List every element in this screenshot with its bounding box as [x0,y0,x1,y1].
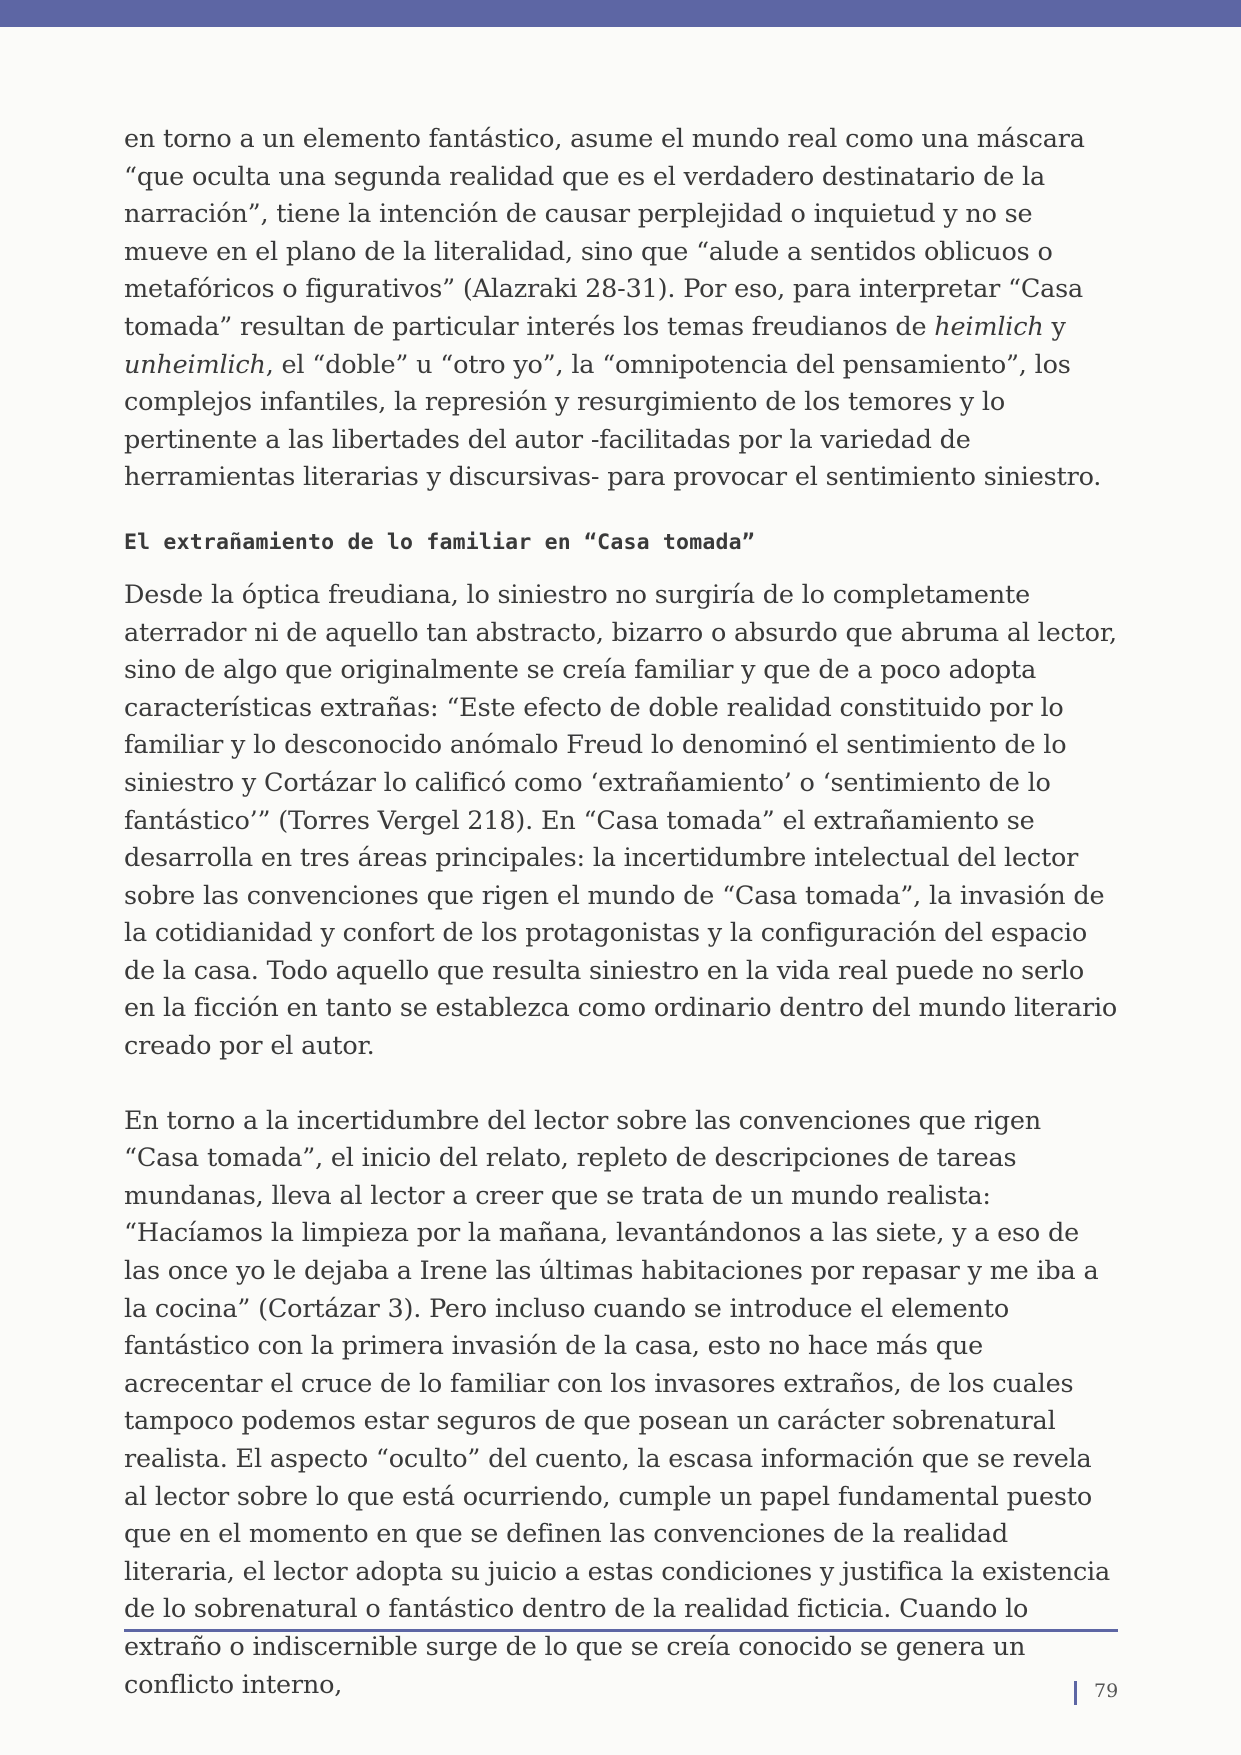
paragraph-1-text-c: , el “doble” u “otro yo”, la “omnipotencia del pensamiento”, los complejos infantiles, la represión y resurgimiento de los temores y lo pertinente a las libertades del autor -facilitadas por la variedad de herramientas literarias y discursivas- para provocar el sentimiento siniestro. [124,349,1102,493]
top-accent-bar [0,0,1241,27]
page-number: 79 [1094,1680,1119,1702]
page-body [124,121,1118,1704]
paragraph-2: Desde la óptica freudiana, lo siniestro no surgiría de lo completamente aterrador ni de aquello tan abstracto, bizarro o absurdo que abruma al lector, sino de algo que originalmente se creía familiar y que de a poco adopta características extrañas: “Este efecto de doble realidad constituido por lo familiar y lo desconocido anómalo Freud lo denominó el sentimiento de lo siniestro y Cortázar lo calificó como ‘extrañamiento’ o ‘sentimiento de lo fantástico’” (Torres Vergel 218). En “Casa tomada” el extrañamiento se desarrolla en tres áreas principales: la incertidumbre intelectual del lector sobre las convenciones que rigen el mundo de “Casa tomada”, la invasión de la cotidianidad y confort de los protagonistas y la configuración del espacio de la casa. Todo aquello que resulta siniestro en la vida real puede no serlo en la ficción en tanto se establezca como ordinario dentro del mundo literario creado por el autor. [124,579,1118,1062]
paragraph-1-text-a: en torno a un elemento fantástico, asume el mundo real como una máscara “que oculta una segunda realidad que es el verdadero destinatario de la narración”, tiene la intención de causar perplejidad o inquietud y no se mueve en el plano de la literalidad, sino que “alude a sentidos oblicuos o metafóricos o figurativos” (Alazraki 28-31). Por eso, para interpretar “Casa tomada” resultan de particular interés los temas freudianos de [124,124,1085,342]
paragraph-1-text-b: y [1043,311,1066,342]
section-heading: El extrañamiento de lo familiar en “Casa tomada” [124,529,755,555]
paragraph-1 [124,121,1118,497]
paragraph-3: En torno a la incertidumbre del lector sobre las convenciones que rigen “Casa tomada”, el inicio del relato, repleto de descripciones de tareas mundanas, lleva al lector a creer que se trata de un mundo realista: “Hacíamos la limpieza por la mañana, levantándonos a las siete, y a eso de las once yo le dejaba a Irene las últimas habitaciones por repasar y me iba a la cocina” (Cortázar 3). Pero incluso cuando se introduce el elemento fantástico con la primera invasión de la casa, esto no hace más que acrecentar el cruce de lo familiar con los invasores extraños, de los cuales tampoco podemos estar seguros de que posean un carácter sobrenatural realista. El aspecto “oculto” del cuento, la escasa información que se revela al lector sobre lo que está ocurriendo, cumple un papel fundamental puesto que en el momento en que se definen las convenciones de la realidad literaria, el lector adopta su juicio a estas condiciones y justifica la existencia de lo sobrenatural o fantástico dentro de la realidad ficticia. Cuando lo extraño o indiscernible surge de lo que se creía conocido se genera un conflicto interno, [124,1105,1110,1700]
term-unheimlich: unheimlich [124,349,266,380]
term-heimlich: heimlich [934,311,1044,342]
page-number-marker [1074,1681,1077,1705]
footer-rule [124,1629,1118,1632]
